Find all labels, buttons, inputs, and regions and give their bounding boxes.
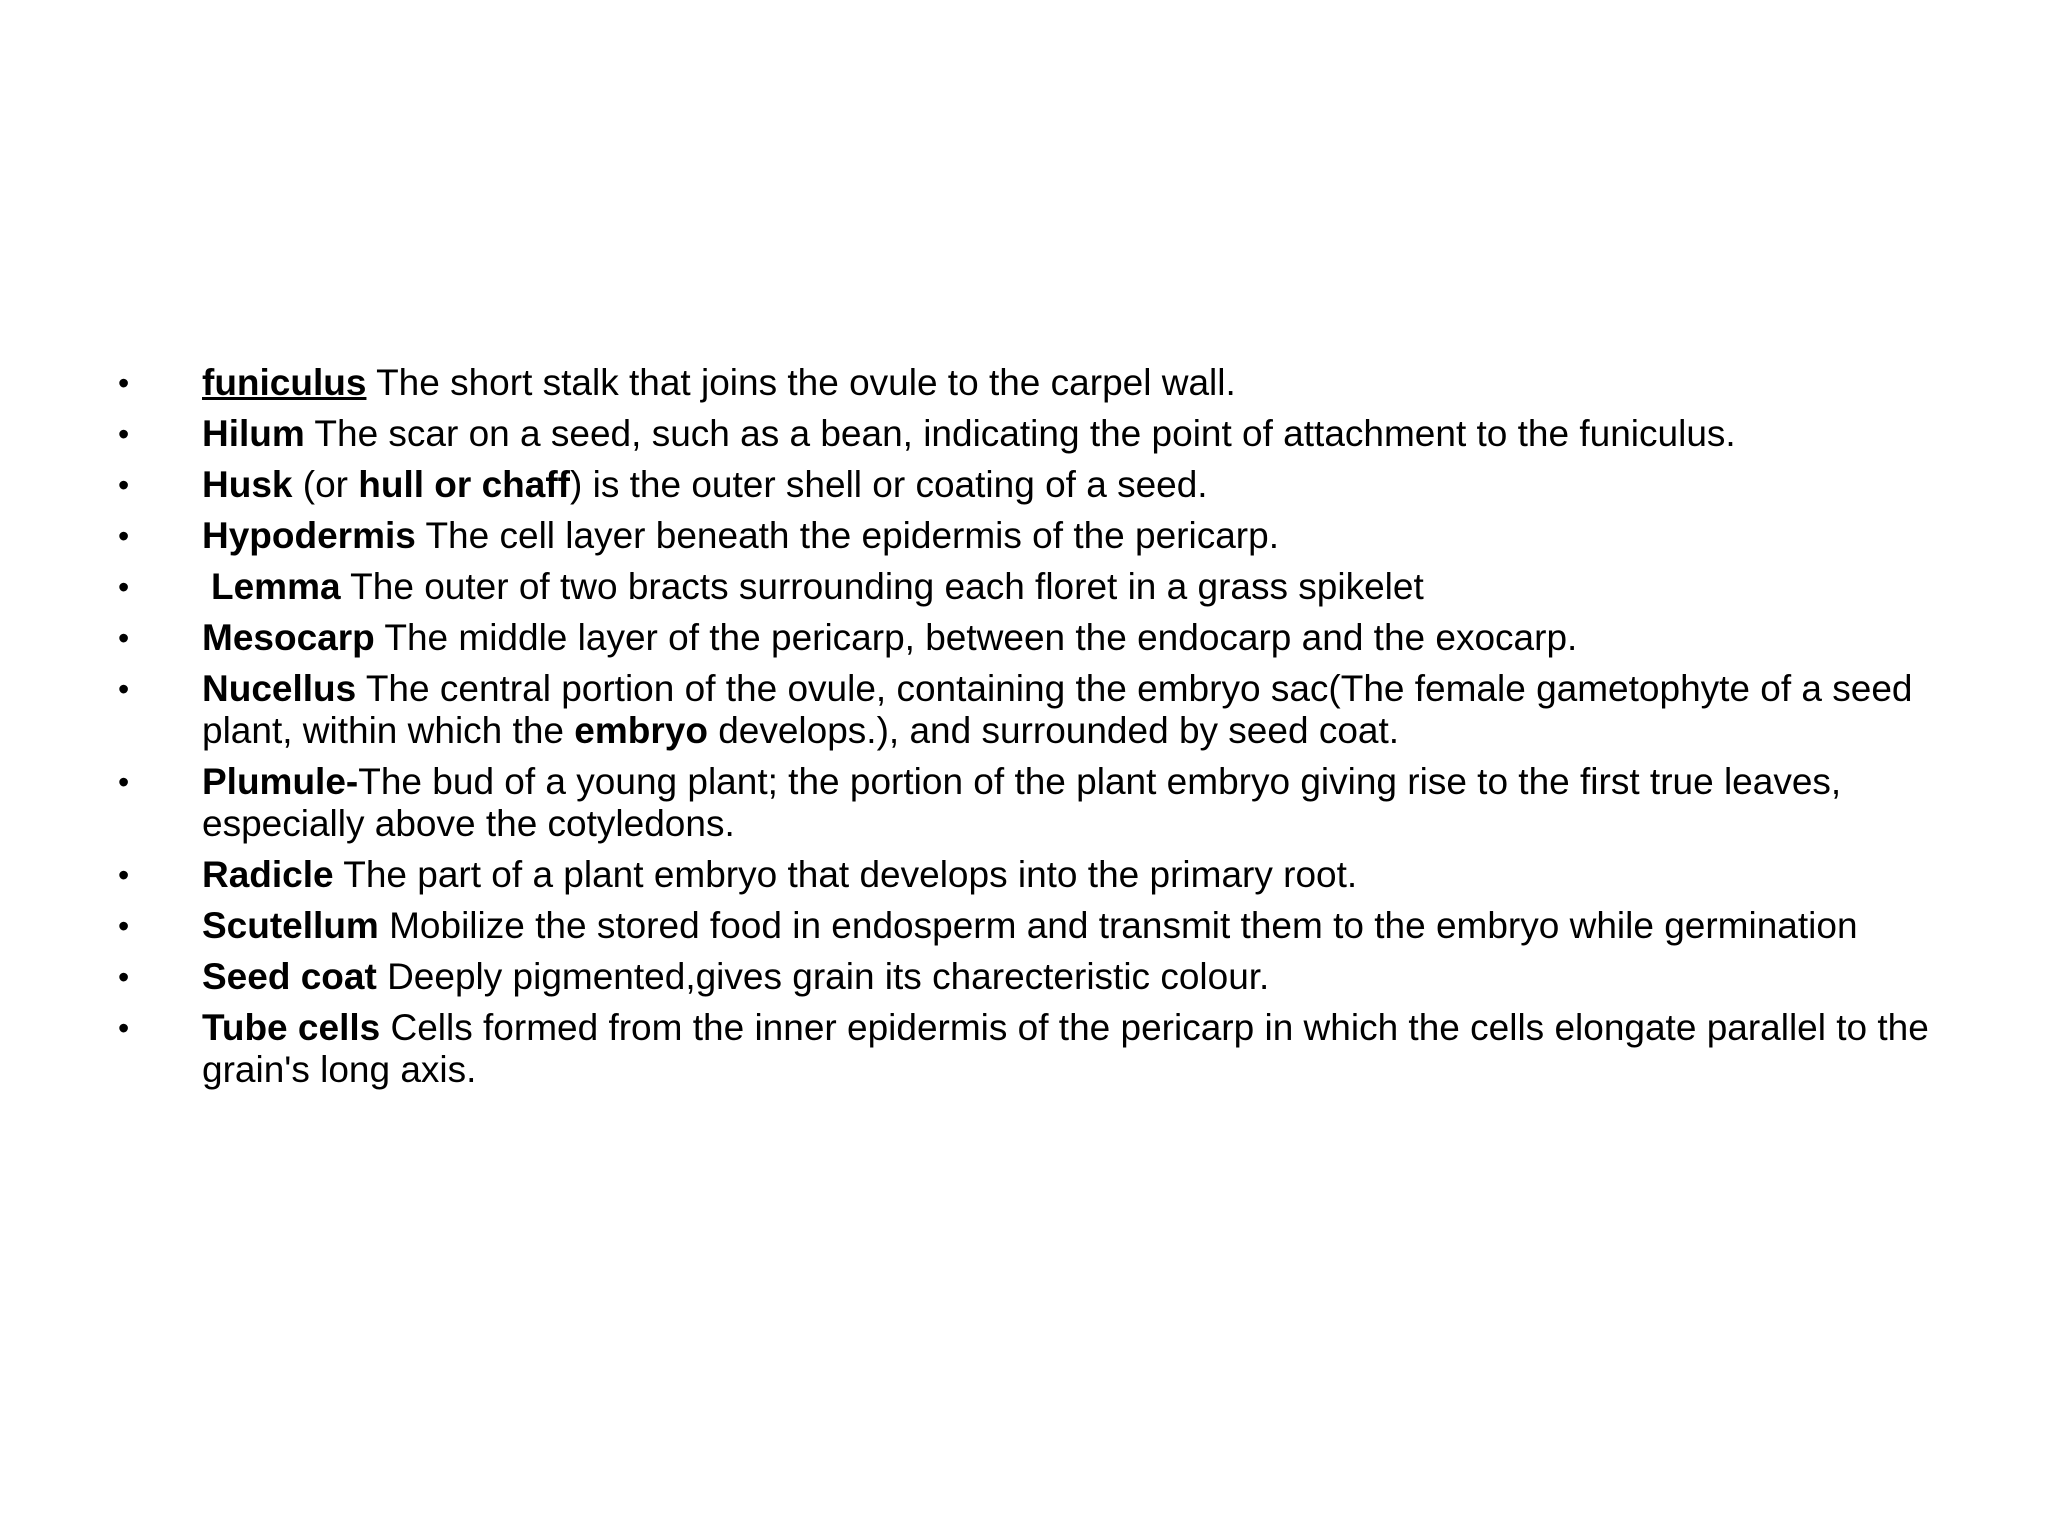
term: Tube cells [202,1007,381,1048]
term: Hilum [202,413,305,454]
definition: The short stalk that joins the ovule to the carpel wall. [366,362,1236,403]
list-item-seed-coat [118,956,1948,998]
definition: The cell layer beneath the epidermis of the pericarp. [415,515,1279,556]
definition: Deeply pigmented,gives grain its charecteristic colour. [376,956,1270,997]
definition: The middle layer of the pericarp, between the endocarp and the exocarp. [374,617,1578,658]
bullet-icon: • [118,959,130,995]
definition-part: (or [292,464,359,505]
term: Husk [202,464,293,505]
list-item-scutellum [118,905,1948,947]
bullet-icon: • [118,764,130,800]
bullet-icon: • [118,620,130,656]
term: Radicle [202,854,334,895]
definition: The central portion of the ovule, containing the embryo sac(The female gametophyte of a seed plant, within which the [202,668,1913,751]
term-alternate: hull or chaff [358,464,570,505]
term: funiculus [202,362,367,403]
bullet-icon: • [118,857,130,893]
term: Plumule- [202,761,359,802]
definition: The outer of two bracts surrounding each floret in a grass spikelet [340,566,1424,607]
definition: The part of a plant embryo that develops into the primary root. [333,854,1358,895]
term: Hypodermis [202,515,416,556]
list-item-hypodermis [118,515,1948,557]
bullet-icon: • [118,671,130,707]
term: Seed coat [202,956,377,997]
definition-end: develops.), and surrounded by seed coat. [707,710,1400,751]
list-item-radicle [118,854,1948,896]
definition: Mobilize the stored food in endosperm and transmit them to the embryo while germination [378,905,1858,946]
bullet-icon: • [118,518,130,554]
bullet-icon: • [118,1010,130,1046]
glossary-list [118,362,1948,1100]
definition: Cells formed from the inner epidermis of the pericarp in which the cells elongate parallel to the grain's long axis. [202,1007,1929,1090]
definition: The scar on a seed, such as a bean, indicating the point of attachment to the funiculus. [304,413,1736,454]
list-item-plumule [118,761,1948,845]
list-item-hilum [118,413,1948,455]
list-item-husk [118,464,1948,506]
term: Nucellus [202,668,357,709]
bullet-icon: • [118,416,130,452]
bullet-icon: • [118,467,130,503]
list-item-lemma [118,566,1948,608]
term: Mesocarp [202,617,375,658]
term: Scutellum [202,905,379,946]
list-item-nucellus [118,668,1948,752]
list-item-funiculus [118,362,1948,404]
bullet-icon: • [118,365,130,401]
list-item-tube-cells [118,1007,1948,1091]
term: Lemma [211,566,341,607]
term-inline: embryo [574,710,708,751]
definition: ) is the outer shell or coating of a seed. [570,464,1208,505]
bullet-icon: • [118,569,130,605]
bullet-icon: • [118,908,130,944]
list-item-mesocarp [118,617,1948,659]
definition: The bud of a young plant; the portion of the plant embryo giving rise to the first true leaves, especially above the cotyledons. [202,761,1842,844]
